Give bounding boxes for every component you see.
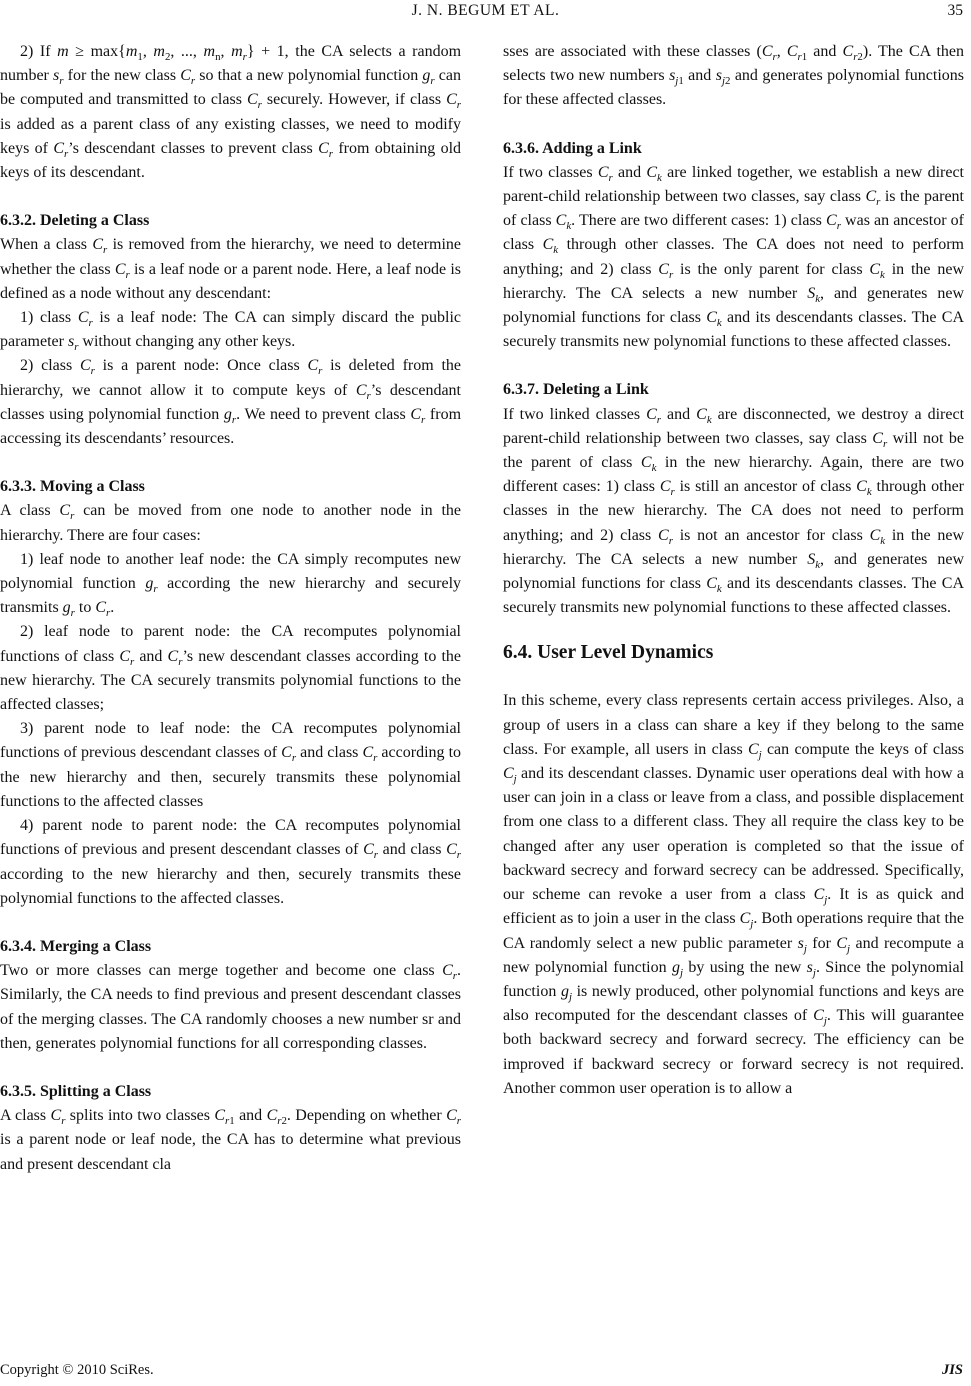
section-heading-6-3-4: 6.3.4. Merging a Class bbox=[0, 937, 152, 955]
paragraph: sses are associated with these classes ($C_r$, $C_{r1}$ and $C_{r2}$). The CA then selects two new numbers $s_{j1}$ and $s_{j2}$ and generates polynomial functions for these affected classes. bbox=[503, 43, 965, 109]
paragraph: 4) parent node to parent node: the CA recomputes polynomial functions of previous and present descendant classes of $C_r$ and class $C_r$ according to the new hierarchy and then, securely transmits these polynomial functions to the affected classes. bbox=[0, 817, 461, 907]
paragraph: When a class $C_r$ is removed from the hierarchy, we need to determine whether the class $C_r$ is a leaf node or a parent node. Here, a leaf node is defined as a node without any descendant: bbox=[0, 236, 461, 302]
paragraph: 2) leaf node to parent node: the CA recomputes polynomial functions of class $C_r$ and $C_r’s$ new descendant classes according to the new hierarchy. The CA securely transmits polynomial functions to the affected classes; bbox=[0, 623, 462, 714]
left-column bbox=[0, 40, 461, 1177]
running-title: J. N. BEGUM ET AL. bbox=[411, 2, 560, 19]
paragraph: If two linked classes $C_r$ and $C_k$ are disconnected, we destroy a direct parent-child relationship between two classes, say class $C_r$ will not be the parent of class $C_k$ in the new hierarchy. Again, there are two different cases: 1) class $C_r$ is still an ancestor of class $C_k$ through other classes in the new hierarchy. The CA does not need to perform anything; and 2) class $C_r$ is not an ancestor for class $C_k$ in the new hierarchy. The CA selects a new number $S_k$, and generates new polynomial functions for class $C_k$ and its descendants classes. The CA securely transmits new polynomial functions to these affected classes. bbox=[503, 405, 965, 617]
paragraph: 2) class $C_r$ is a parent node: Once class $C_r$ is deleted from the hierarchy, we cannot allow it to compute keys of $C_r’s$ descendant classes using polynomial function $g_r$. We need to prevent class $C_r$ from accessing its descendants’ resources. bbox=[0, 357, 462, 448]
section-heading-6-3-6: 6.3.6. Adding a Link bbox=[503, 139, 642, 157]
section-heading-6-3-2: 6.3.2. Deleting a Class bbox=[0, 212, 150, 230]
page-number: 35 bbox=[947, 2, 963, 19]
paragraph: A class $C_r$ splits into two classes $C_{r1}$ and $C_{r2}$. Depending on whether $C_r$ is a parent node or leaf node, the CA has to determine what previous and present descendant cla bbox=[0, 1107, 462, 1173]
copyright-notice: Copyright © 2010 SciRes. bbox=[0, 1362, 154, 1378]
paragraph: Two or more classes can merge together and become one class $C_r$. Similarly, the CA needs to find previous and present descendant classes of the merging classes. The CA randomly chooses a new number sr and then, generates polynomial functions for all corresponding classes. bbox=[0, 962, 461, 1052]
paragraph: 3) parent node to leaf node: the CA recomputes polynomial functions of previous descendant classes of $C_r$ and class $C_r$ according to the new hierarchy and then, securely transmits these polynomial functions to the affected classes bbox=[0, 720, 462, 810]
paragraph: 1) leaf node to another leaf node: the CA simply recomputes new polynomial function $g_r$ according the new hierarchy and securely transmits $g_r$ to $C_r$. bbox=[0, 550, 462, 620]
paragraph: 1) class $C_r$ is a leaf node: The CA can simply discard the public parameter $s_r$ without changing any other keys. bbox=[0, 309, 462, 354]
section-heading-6-4: 6.4. User Level Dynamics bbox=[503, 642, 714, 664]
right-column bbox=[503, 40, 964, 1101]
page-header bbox=[0, 2, 971, 24]
section-heading-6-3-3: 6.3.3. Moving a Class bbox=[0, 478, 145, 496]
paragraph: If two classes $C_r$ and $C_k$ are linked together, we establish a new direct parent-child relationship between two classes, say class $C_r$ is the parent of class $C_k$. There are two different cases: 1) class $C_r$ was an ancestor of class $C_k$ through other classes. The CA does not need to perform anything; and 2) class $C_r$ is the only parent for class $C_k$ in the new hierarchy. The CA selects a new number $S_k$, and generates new polynomial functions for class $C_k$ and its descendants classes. The CA securely transmits new polynomial functions to these affected classes. bbox=[503, 163, 965, 351]
section-heading-6-3-7: 6.3.7. Deleting a Link bbox=[503, 381, 649, 399]
paragraph: A class $C_r$ can be moved from one node to another node in the hierarchy. There are four cases: bbox=[0, 502, 462, 544]
paragraph: 2) If $m \ge \max\{m_1$, $m_2$, ..., $m_n$, $m_r\} + 1$, the CA selects a random number $s_r$ for the new class $C_r$ so that a new polynomial function $g_r$ can be computed and transmitted to class $C_r$ securely. However, if class $C_r$ is added as a parent class of any existing classes, we need to modify keys of $C_r’s$ descendant classes to prevent class $C_r$ from obtaining old keys of its descendant. bbox=[0, 43, 462, 182]
paragraph: In this scheme, every class represents certain access privileges. Also, a group of users in a class can share a key if they belong to the same class. For example, all users in class $C_j$ can compute the keys of class $C_j$ and its descendant classes. Dynamic user operations deal with how a user can join in a class or leave from a class, and possible displacement from one class to a different class. They all require the class key to be changed after any user operation is completed so that the issue of backward secrecy and forward secrecy can be addressed. Specifically, our scheme can revoke a user from a class $C_j$. It is as quick and efficient as to join a user in the class $C_j$. Both operations require that the CA randomly select a new public parameter $s_j$ for $C_j$ and recompute a new polynomial function $g_j$ by using the new $s_j$. Since the polynomial function $g_j$ is newly produced, other polynomial functions and keys are also recomputed for the descendant classes of $C_j$. This will guarantee both backward secrecy and forward secrecy. The efficiency can be improved if backward secrecy or forward secrecy is not required. Another common user operation is to allow a bbox=[503, 692, 965, 1097]
journal-abbrev: JIS bbox=[942, 1362, 963, 1378]
section-heading-6-3-5: 6.3.5. Splitting a Class bbox=[0, 1082, 152, 1100]
